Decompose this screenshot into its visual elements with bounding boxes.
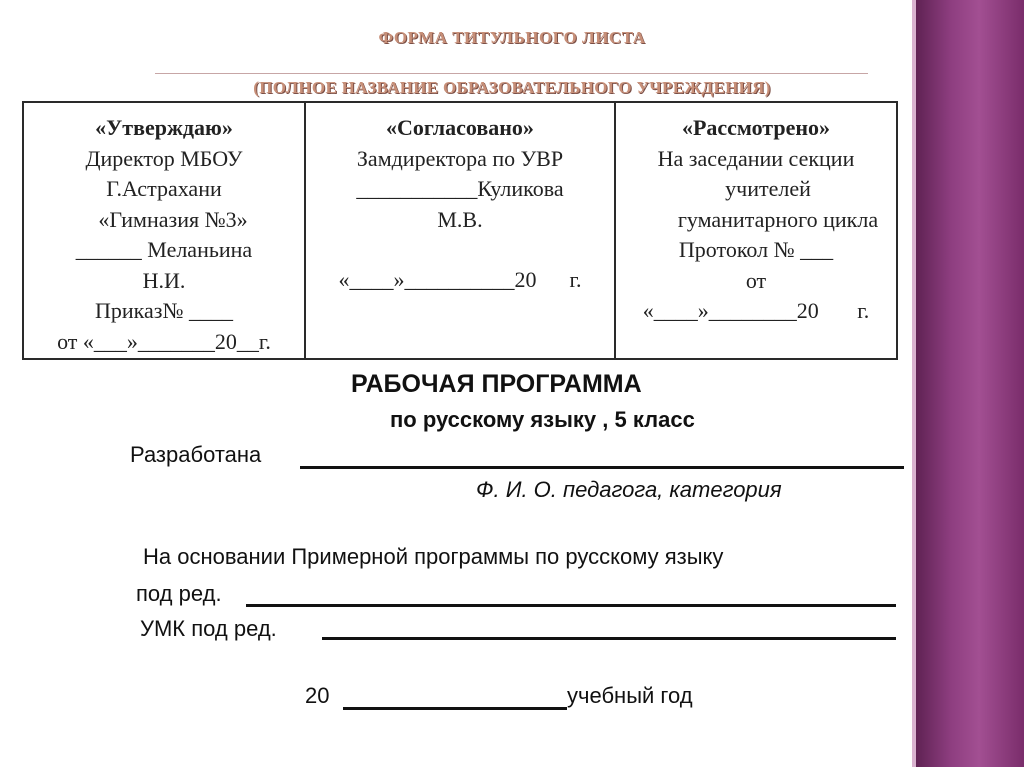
approve-line: Приказ№ ____ [95, 298, 233, 323]
developer-note: Ф. И. О. педагога, категория [476, 477, 782, 502]
program-subject: по русскому языку , 5 класс [390, 407, 695, 432]
program-title: РАБОЧАЯ ПРОГРАММА [351, 370, 642, 398]
editor-label: под ред. [136, 581, 222, 606]
year-prefix: 20 [305, 683, 330, 708]
reviewed-heading: «Рассмотрено» [681, 115, 831, 140]
agreed-line: Замдиректора по УВР [356, 145, 564, 171]
developer-blank-line [300, 466, 904, 469]
agreed-heading: «Согласовано» [386, 115, 534, 140]
reviewed-line: На заседании секции [657, 145, 855, 171]
agreed-line: «____»__________20 г. [338, 267, 582, 292]
agreed-cell [305, 102, 615, 359]
slide-title: ФОРМА ТИТУЛЬНОГО ЛИСТА [378, 28, 646, 47]
approve-heading: «Утверждаю» [95, 115, 233, 140]
reviewed-line: Протокол № ___ [678, 237, 834, 262]
approval-table [22, 101, 898, 360]
approve-line: от «___»_______20__г. [57, 328, 271, 354]
decorative-side-stripe [912, 0, 1024, 767]
reviewed-line: гуманитарного цикла [677, 206, 879, 232]
approve-line: Директор МБОУ [85, 145, 243, 171]
reviewed-line: от [745, 267, 767, 293]
approve-line: ______ Меланьина [75, 237, 253, 262]
year-blank-line [343, 707, 567, 710]
umk-blank-line [322, 637, 896, 640]
agreed-line: ___________Куликова [356, 176, 564, 201]
basis-text: На основании Примерной программы по русскому языку [143, 544, 724, 569]
approve-line: Н.И. [142, 267, 186, 293]
agreed-line: М.В. [437, 206, 483, 232]
reviewed-cell [615, 102, 897, 359]
approve-cell [23, 102, 305, 359]
approve-line: «Гимназия №3» [98, 206, 248, 232]
year-label: учебный год [567, 683, 693, 708]
side-stripe-edge [912, 0, 916, 767]
agreed-line [310, 235, 610, 265]
approve-line: Г.Астрахани [106, 176, 222, 201]
reviewed-line: учителей [725, 176, 811, 201]
editor-blank-line [246, 604, 896, 607]
umk-label: УМК под ред. [140, 616, 277, 641]
slide-subtitle: (ПОЛНОЕ НАЗВАНИЕ ОБРАЗОВАТЕЛЬНОГО УЧРЕЖДЕНИЯ) [253, 78, 771, 97]
title-rule [155, 73, 868, 74]
reviewed-line: «____»________20 г. [642, 298, 870, 323]
developed-by-label: Разработана [130, 442, 262, 467]
